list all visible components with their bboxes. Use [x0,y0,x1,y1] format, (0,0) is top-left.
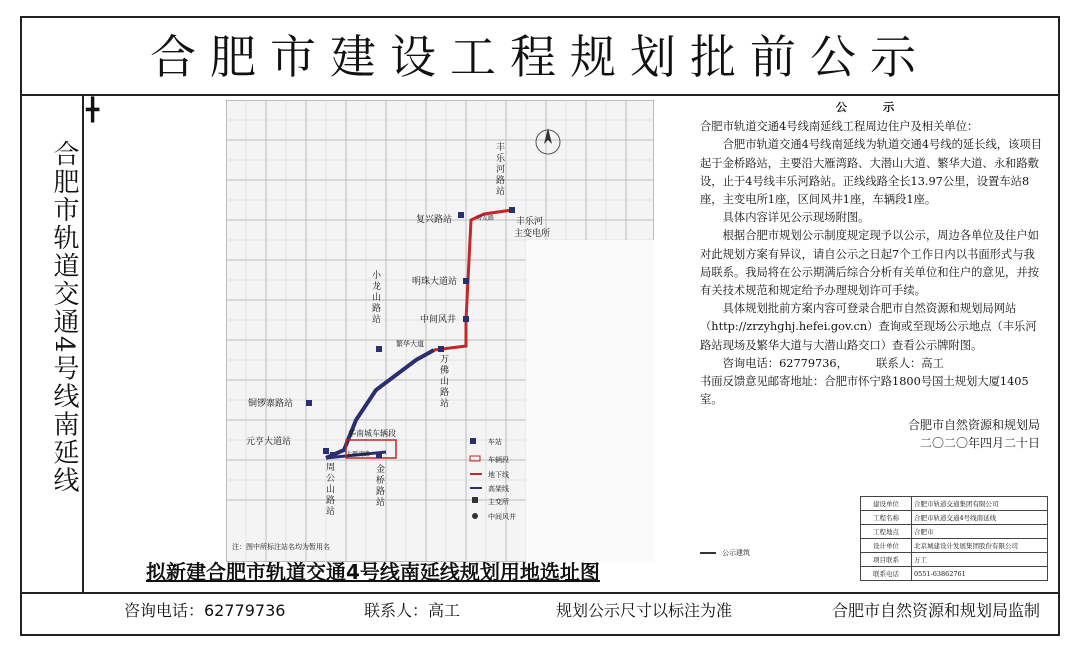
svg-text:元亨大道站: 元亨大道站 [246,437,292,447]
table-cell: 工程地点 [861,525,912,539]
map-note: 注：图中所标注站名均为暂用名 [232,543,330,551]
table-row [861,567,1048,581]
page-title: 合肥市建设工程规划批前公示 [150,30,930,84]
table-row [861,539,1048,553]
svg-text:龙: 龙 [372,282,382,292]
notice-head: 公 示 [835,100,911,114]
footer-size-note: 规划公示尺寸以标注为准 [556,601,733,620]
table-cell: 合肥市轨道交通4号线南延线 [912,511,1048,525]
svg-text:路: 路 [326,496,336,506]
svg-text:中间风井: 中间风井 [420,315,457,325]
table-cell: 北京城建设计发展集团股份有限公司 [912,539,1048,553]
route-map [226,100,654,562]
svg-text:山: 山 [440,377,450,387]
svg-text:大雁湾路: 大雁湾路 [346,451,371,458]
crosshair-mark: ╋ [86,98,100,123]
table-row [861,511,1048,525]
svg-text:站: 站 [326,507,336,517]
svg-text:车站: 车站 [488,438,502,446]
notice-text [700,98,1046,409]
svg-text:路: 路 [372,304,382,314]
notice-salutation: 合肥市轨道交通4号线南延线工程周边住户及相关单位： [700,120,979,134]
svg-text:山: 山 [372,293,382,303]
notice-date: 二〇二〇年四月二十日 [919,436,1040,450]
svg-text:山: 山 [326,485,336,495]
svg-text:中间风井: 中间风井 [488,513,516,521]
svg-text:河: 河 [496,165,506,175]
svg-text:路: 路 [496,176,506,186]
table-cell: 合肥市 [912,525,1048,539]
project-info-table [860,496,1048,581]
svg-text:繁华大道: 繁华大道 [396,340,424,348]
table-row [861,497,1048,511]
svg-text:车辆段: 车辆段 [488,456,509,464]
table-cell: 联系电话 [861,567,912,581]
svg-text:站: 站 [440,399,450,409]
svg-text:丰: 丰 [496,143,506,153]
table-cell: 建设单位 [861,497,912,511]
svg-text:桥: 桥 [376,476,386,486]
notice-paragraph: 具体内容详见公示现场附图。 [722,211,870,225]
svg-text:明珠大道站: 明珠大道站 [412,277,458,287]
svg-text:习友路: 习友路 [476,215,495,222]
notice-contact: 咨询电话：62779736， 联系人：高工 [722,356,944,370]
notice-paragraph: 根据合肥市规划公示制度规定现予以公示，周边各单位及住户如对此规划方案有异议，请自公示之日起7个工作日内以书面形式与我局联系。我局将在公示期满后综合分析有关单位和住户的意见，并按有关技术规范和规定给予办理规划许可手续。 [700,229,1039,298]
signer: 合肥市自然资源和规划局 [907,418,1040,432]
svg-text:金: 金 [376,465,386,475]
map-caption: 拟新建合肥市轨道交通4号线南延线规划用地选址图 [146,560,600,584]
footer-supervisor: 合肥市自然资源和规划局监制 [832,601,1041,620]
svg-text:主变电所: 主变电所 [514,229,551,239]
table-cell: 项目联系 [861,553,912,567]
svg-text:乐: 乐 [496,154,506,164]
svg-text:佛: 佛 [440,366,450,376]
table-cell: 万工 [912,553,1048,567]
title-divider [20,94,1060,96]
svg-text:复兴路站: 复兴路站 [416,215,453,225]
svg-text:铜锣寨路站: 铜锣寨路站 [248,399,294,409]
footer-phone: 咨询电话：62779736 [124,601,286,620]
svg-text:站: 站 [376,498,386,508]
footer-divider [20,592,1060,594]
svg-text:路: 路 [376,487,386,497]
table-cell: 设计单位 [861,539,912,553]
notice-address: 书面反馈意见邮寄地址：合肥市怀宁路1800号国土规划大厦1405室。 [700,375,1029,407]
svg-text:站: 站 [496,187,506,197]
table-cell: 0551-63862761 [912,567,1048,581]
svg-text:周: 周 [326,463,336,473]
svg-text:路: 路 [440,388,450,398]
svg-text:站: 站 [372,315,382,325]
notice-signature [870,416,1040,452]
svg-text:高架线: 高架线 [488,485,509,493]
svg-text:丰乐河: 丰乐河 [516,217,544,227]
svg-text:主变所: 主变所 [488,498,509,506]
svg-text:万: 万 [440,355,450,365]
svg-text:华南城车辆段: 华南城车辆段 [348,429,396,438]
small-legend: 公示建筑 [700,548,750,558]
footer-contact: 联系人：高工 [364,601,461,620]
side-divider [82,94,84,592]
table-cell: 合肥市轨道交通集团有限公司 [912,497,1048,511]
notice-paragraph: 合肥市轨道交通4号线南延线为轨道交通4号线的延长线，该项目起于金桥路站，主要沿大雁湾路、大潜山大道、繁华大道、永和路敷设，止于4号线丰乐河路站。正线线路全长13.97公里，设置车站8座，主变电所1座，区间风井1座，车辆段1座。 [700,138,1042,207]
table-row [861,525,1048,539]
side-title: 合肥市轨道交通4号线南延线 [49,140,79,495]
table-cell: 工程名称 [861,511,912,525]
svg-text:地下线: 地下线 [488,471,509,479]
svg-text:公: 公 [326,474,336,484]
notice-paragraph: 具体规划批前方案内容可登录合肥市自然资源和规划局网站（http://zrzyhghj.hefei.gov.cn）查询或至现场公示地点（丰乐河路站现场及繁华大道与大潜山路交口）查看公示牌附图。 [700,302,1037,352]
svg-text:小: 小 [372,271,382,281]
table-row [861,553,1048,567]
